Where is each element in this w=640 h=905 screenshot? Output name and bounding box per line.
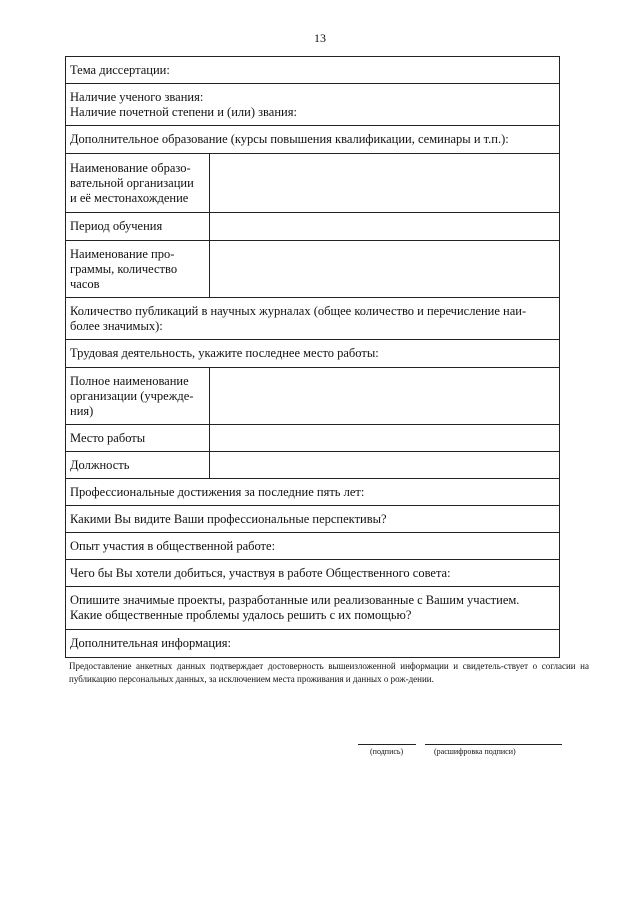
row-dissertation-topic	[66, 57, 560, 84]
row-projects	[66, 587, 560, 630]
program-name-label-text: Наименование про- граммы, количество часов	[70, 246, 178, 291]
row-program-name	[66, 241, 560, 298]
row-additional-info	[66, 630, 560, 658]
org-full-name-label-text: Полное наименование организации (учрежде- ния)	[70, 373, 194, 418]
education-org-label	[66, 154, 210, 213]
council-goals-label: Чего бы Вы хотели добиться, участвуя в работе Общественного совета:	[66, 560, 560, 587]
program-name-value[interactable]	[210, 241, 560, 298]
row-workplace	[66, 425, 560, 452]
additional-education-label: Дополнительное образование (курсы повышения квалификации, семинары и т.п.):	[66, 126, 560, 154]
projects-label	[66, 587, 560, 630]
education-org-value[interactable]	[210, 154, 560, 213]
row-academic-title	[66, 84, 560, 126]
row-org-full-name	[66, 368, 560, 425]
achievements-label: Профессиональные достижения за последние пять лет:	[66, 479, 560, 506]
academic-title-text: Наличие ученого звания: Наличие почетной степени и (или) звания:	[70, 89, 297, 119]
page-number: 13	[314, 31, 326, 45]
program-name-label	[66, 241, 210, 298]
consent-note: Предоставление анкетных данных подтверждает достоверность вышеизложенной информации и свидетель-ствует о согласии на публикацию персональных данных, за исключением места проживания и данных о рож-дении.	[69, 661, 589, 684]
perspectives-label: Какими Вы видите Ваши профессиональные перспективы?	[66, 506, 560, 533]
row-education-org	[66, 154, 560, 213]
education-org-label-text: Наименование образо- вательной организации и её местонахождение	[70, 160, 194, 205]
signature-caption: (подпись)	[370, 747, 404, 756]
signature-line[interactable]	[358, 744, 416, 745]
signature-block	[358, 744, 568, 774]
row-public-work	[66, 533, 560, 560]
study-period-value[interactable]	[210, 213, 560, 241]
study-period-label: Период обучения	[66, 213, 210, 241]
workplace-label: Место работы	[66, 425, 210, 452]
publications-label	[66, 298, 560, 340]
row-achievements	[66, 479, 560, 506]
additional-info-label: Дополнительная информация:	[66, 630, 560, 658]
dissertation-topic-label: Тема диссертации:	[66, 57, 560, 84]
publications-text: Количество публикаций в научных журналах (общее количество и перечисление наи- более значимых):	[70, 303, 527, 333]
org-full-name-value[interactable]	[210, 368, 560, 425]
signature-decoding-caption: (расшифровка подписи)	[434, 747, 516, 756]
questionnaire-table	[65, 56, 560, 658]
position-label: Должность	[66, 452, 210, 479]
row-study-period	[66, 213, 560, 241]
workplace-value[interactable]	[210, 425, 560, 452]
row-position	[66, 452, 560, 479]
row-work-activity	[66, 340, 560, 368]
public-work-label: Опыт участия в общественной работе:	[66, 533, 560, 560]
row-council-goals	[66, 560, 560, 587]
work-activity-label: Трудовая деятельность, укажите последнее место работы:	[66, 340, 560, 368]
row-additional-education	[66, 126, 560, 154]
projects-text: Опишите значимые проекты, разработанные или реализованные с Вашим участием. Какие общественные проблемы удалось решить с их помощью?	[70, 593, 520, 622]
row-publications	[66, 298, 560, 340]
org-full-name-label	[66, 368, 210, 425]
signature-decoding-line[interactable]	[425, 744, 562, 745]
row-perspectives	[66, 506, 560, 533]
academic-title-label	[66, 84, 560, 126]
position-value[interactable]	[210, 452, 560, 479]
